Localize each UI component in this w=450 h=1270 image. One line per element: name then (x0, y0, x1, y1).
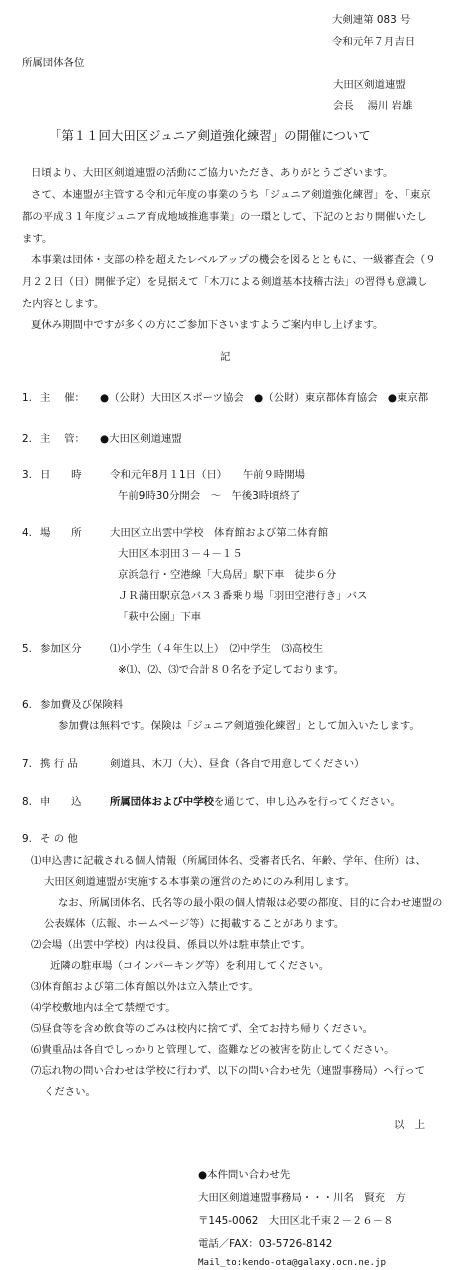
item-number: 6. (22, 699, 32, 711)
item-label-belongings: 携 行 品 (40, 758, 78, 770)
item-value-venue: 大田区立出雲中学校 体育館および第二体育館 (110, 527, 329, 539)
item-value-belongings: 剣道具、木刀（大）、昼食（各自で用意してください） (110, 758, 365, 770)
application-route: 所属団体および中学校 (110, 796, 214, 808)
other-note-line: ⑵会場（出雲中学校）内は役員、係員以外は駐車禁止です。 (31, 939, 311, 951)
item-number: 1. (22, 392, 32, 404)
recipient: 所属団体各位 (22, 57, 85, 69)
other-note-line: ⑺忘れ物の問い合わせは学校に行わず、以下の問い合わせ先（連盟事務局）へ行って (31, 1065, 426, 1077)
closing-mark: 以 上 (394, 1119, 426, 1131)
issue-date: 令和元年７月吉日 (332, 36, 416, 48)
item-label-manager: 主 管： (40, 433, 85, 445)
other-note-line: ⑷学校敷地内は全て禁煙です。 (31, 1002, 176, 1014)
item-label-other: そ の 他 (40, 833, 78, 845)
item-label-application: 申 込 (40, 796, 82, 808)
item-value-division: ⑴小学生（４年生以上） ⑵中学生 ⑶高校生 (110, 643, 324, 655)
intro-line: 夏休み期間中ですが多くの方にご参加下さいますようご案内申し上げます。 (31, 319, 384, 331)
item-label-datetime: 日 時 (40, 469, 82, 481)
intro-line: 月２２日（日）開催予定）を見据えて「木刀による剣道基本技稽古法」の習得も意識し (22, 276, 428, 288)
item-number: 5. (22, 643, 32, 655)
contact-address: 〒145-0062 大田区北千束２－２６－８ (198, 1215, 394, 1227)
sender-organization: 大田区剣道連盟 (333, 79, 406, 91)
item-value-fee: 参加費は無料です。保険は「ジュニア剣道強化練習」として加入いたします。 (58, 720, 420, 732)
intro-line: 日頃より、大田区剣道連盟の活動にご協力いただき、ありがとうございます。 (31, 167, 394, 179)
item-number: 4. (22, 527, 32, 539)
intro-line: 本事業は団体・支部の枠を超えたレベルアップの機会を図るとともに、一級審査会（９ (31, 254, 436, 266)
item-value-organizer: ●（公財）大田区スポーツ協会 ●（公財）東京都体育協会 ●東京都 (100, 392, 429, 404)
item-label-venue: 場 所 (40, 527, 82, 539)
contact-phone: 電話／FAX：03-5726-8142 (198, 1238, 333, 1250)
item-value-datetime: 令和元年8月１1日（日） 午前９時開場 (110, 469, 306, 481)
document-number: 大剣連第 083 号 (332, 14, 411, 26)
contact-heading: ●本件問い合わせ先 (198, 1169, 291, 1181)
item-value-venue: 京浜急行・空港線「大鳥居」駅下車 徒歩６分 (118, 569, 337, 581)
item-value-manager: ●大田区剣道連盟 (100, 433, 182, 445)
item-value-venue: ＪＲ蒲田駅京急バス３番乗り場「羽田空港行き」バス (118, 590, 368, 602)
other-note-line: 大田区剣道連盟が実施する本事業の運営のためにのみ利用します。 (44, 876, 355, 888)
other-note-line: ⑹貴重品は各自でしっかりと管理して、盗難などの被害を防止してください。 (31, 1044, 395, 1056)
item-value-venue: 「萩中公園」下車 (118, 611, 202, 623)
contact-email: Mail_to:kendo-ota@galaxy.ocn.ne.jp (198, 1257, 387, 1268)
item-value-venue: 大田区本羽田３－４－１５ (118, 548, 243, 560)
item-number: 7. (22, 758, 32, 770)
sender-name: 会長 湯川 岩雄 (333, 100, 413, 112)
item-value-application (110, 797, 401, 807)
item-label-fee: 参加費及び保険料 (40, 699, 124, 711)
item-label-division: 参加区分 (40, 643, 82, 655)
item-value-datetime: 午前9時30分開会 ～ 午後3時頃終了 (118, 490, 301, 502)
other-note-line: ください。 (44, 1086, 96, 1098)
intro-line: ます。 (22, 233, 53, 245)
ki-label: 記 (220, 351, 231, 363)
intro-line: 都の平成３１年度ジュニア育成地域推進事業」の一環として、下記のとおり開催いたし (22, 211, 427, 223)
item-number: 8. (22, 796, 32, 808)
page-title: 「第１１回大田区ジュニア剣道強化練習」の開催について (49, 128, 371, 143)
item-number: 3. (22, 469, 32, 481)
other-note-line: ⑸昼食等を含め飲食等のごみは校内に捨てず、全てお持ち帰りください。 (31, 1023, 374, 1035)
other-note-line: なお、所属団体名、氏名等の最小限の個人情報は必要の都度、目的に合わせ連盟の (58, 897, 443, 909)
other-note-line: 近隣の駐車場（コインパーキング等）を利用してください。 (50, 960, 330, 972)
other-note-line: ⑴申込書に記載される個人情報（所属団体名、受審者氏名、年齢、学年、住所）は、 (31, 855, 426, 867)
item-number: 9. (22, 833, 32, 845)
other-note-line: ⑶体育館および第二体育館以外は立入禁止です。 (31, 981, 259, 993)
item-label-organizer: 主 催： (40, 392, 85, 404)
item-value-division: ※⑴、⑵、⑶で合計８０名を予定しております。 (118, 664, 345, 676)
intro-line: さて、本連盟が主管する令和元年度の事業のうち「ジュニア剣道強化練習」を、「東京 (31, 189, 431, 201)
contact-office: 大田区剣道連盟事務局・・・川名 賢充 方 (198, 1192, 406, 1204)
intro-line: た内容とします。 (22, 298, 105, 310)
application-instruction: を通じて、申し込みを行ってください。 (213, 796, 401, 808)
other-note-line: 公表媒体（広報、ホームページ等）に掲載することがあります。 (44, 918, 345, 930)
item-number: 2. (22, 433, 32, 445)
